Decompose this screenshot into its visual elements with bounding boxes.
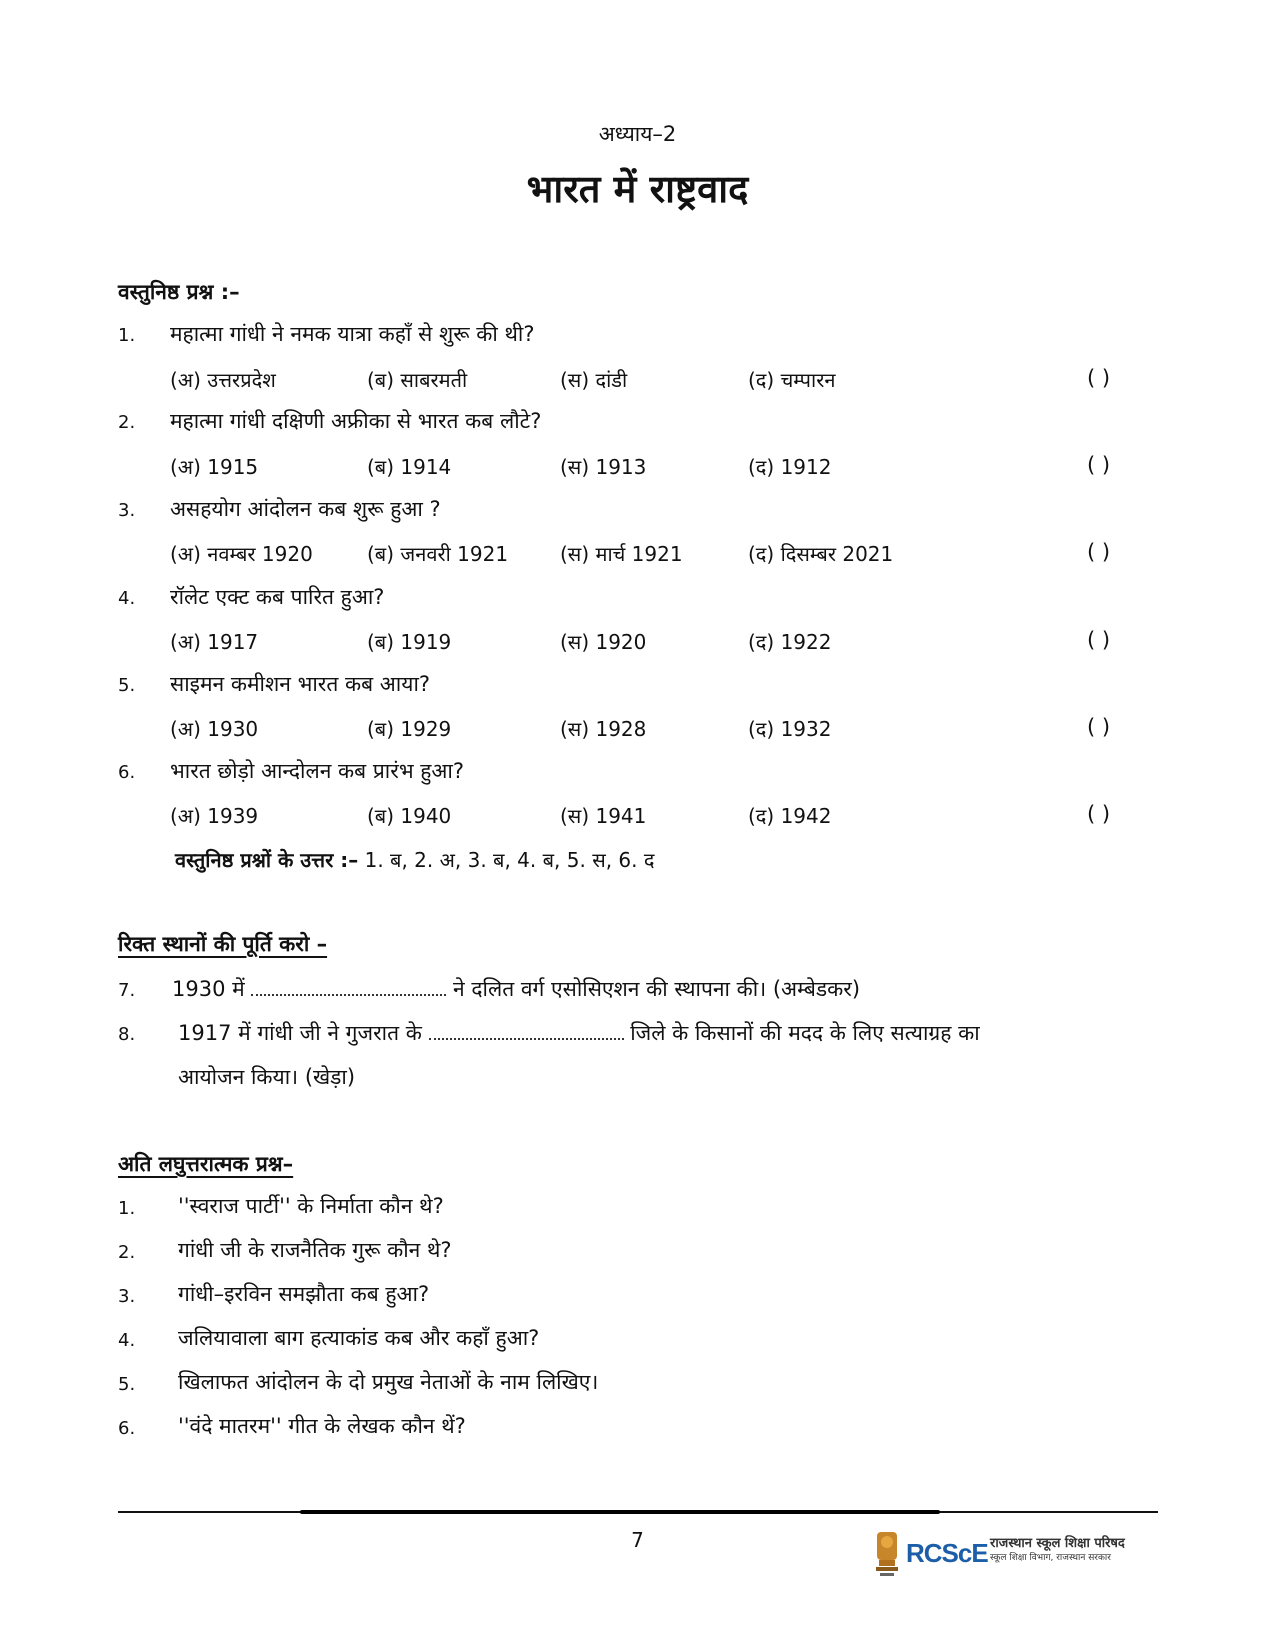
logo-subtitle-line-1: राजस्थान स्कूल शिक्षा परिषद bbox=[990, 1536, 1125, 1551]
question-number: 5. bbox=[118, 1374, 136, 1395]
option-b: (ब) 1929 bbox=[367, 717, 452, 741]
question-number: 4. bbox=[118, 1330, 136, 1351]
fill-blank-text-after: ने दलित वर्ग एसोसिएशन की स्थापना की। (अम्बेडकर) bbox=[446, 977, 861, 1001]
option-c: (स) 1913 bbox=[560, 455, 647, 479]
question-text: गांधी–इरविन समझौता कब हुआ? bbox=[178, 1282, 430, 1306]
answer-key-label: वस्तुनिष्ठ प्रश्नों के उत्तर :– bbox=[175, 848, 359, 872]
option-d: (द) 1912 bbox=[748, 455, 832, 479]
option-b: (ब) साबरमती bbox=[367, 368, 468, 392]
question-number: 2. bbox=[118, 1242, 136, 1263]
fill-blank-text-before: 1930 में bbox=[172, 977, 252, 1001]
question-text: साइमन कमीशन भारत कब आया? bbox=[170, 672, 431, 696]
question-text: ''वंदे मातरम'' गीत के लेखक कौन थें? bbox=[178, 1414, 466, 1438]
answer-bracket: ( ) bbox=[1087, 802, 1111, 826]
fill-blank-item bbox=[172, 975, 860, 1003]
question-text: भारत छोड़ो आन्दोलन कब प्रारंभ हुआ? bbox=[170, 759, 465, 783]
question-number: 1. bbox=[118, 325, 136, 346]
rcsce-logo bbox=[872, 1530, 1154, 1582]
question-text: महात्मा गांधी ने नमक यात्रा कहाँ से शुरू की थी? bbox=[170, 322, 535, 346]
option-d: (द) दिसम्बर 2021 bbox=[748, 542, 894, 566]
question-text: रॉलेट एक्ट कब पारित हुआ? bbox=[170, 585, 385, 609]
blank-line bbox=[429, 1038, 624, 1040]
page-number: 7 bbox=[631, 1528, 644, 1552]
question-text: गांधी जी के राजनैतिक गुरू कौन थे? bbox=[178, 1238, 452, 1262]
answer-key bbox=[175, 846, 654, 873]
logo-wordmark: RCScE bbox=[906, 1538, 988, 1568]
option-a: (अ) 1939 bbox=[170, 804, 259, 828]
option-d: (द) 1932 bbox=[748, 717, 832, 741]
answer-key-values: 1. ब, 2. अ, 3. ब, 4. ब, 5. स, 6. द bbox=[358, 848, 655, 872]
option-c: (स) 1941 bbox=[560, 804, 647, 828]
answer-bracket: ( ) bbox=[1087, 628, 1111, 652]
option-b: (ब) 1940 bbox=[367, 804, 452, 828]
question-number: 2. bbox=[118, 412, 136, 433]
question-number: 1. bbox=[118, 1198, 136, 1219]
question-number: 5. bbox=[118, 675, 136, 696]
option-d: (द) चम्पारन bbox=[748, 368, 836, 392]
answer-bracket: ( ) bbox=[1087, 366, 1111, 390]
option-a: (अ) उत्तरप्रदेश bbox=[170, 368, 276, 392]
question-number: 3. bbox=[118, 500, 136, 521]
footer-divider-accent bbox=[300, 1510, 940, 1514]
option-b: (ब) 1919 bbox=[367, 630, 452, 654]
question-number: 8. bbox=[118, 1024, 136, 1045]
question-number: 7. bbox=[118, 980, 136, 1001]
state-emblem-icon bbox=[872, 1530, 902, 1580]
objective-heading: वस्तुनिष्ठ प्रश्न :– bbox=[118, 280, 240, 304]
question-text: असहयोग आंदोलन कब शुरू हुआ ? bbox=[170, 497, 441, 521]
question-text: ''स्वराज पार्टी'' के निर्माता कौन थे? bbox=[178, 1194, 444, 1218]
fill-blank-text-before: 1917 में गांधी जी ने गुजरात के bbox=[178, 1021, 429, 1045]
option-d: (द) 1942 bbox=[748, 804, 832, 828]
question-number: 4. bbox=[118, 588, 136, 609]
question-number: 6. bbox=[118, 762, 136, 783]
blank-line bbox=[251, 994, 446, 996]
option-b: (ब) 1914 bbox=[367, 455, 452, 479]
option-a: (अ) नवम्बर 1920 bbox=[170, 542, 313, 566]
logo-subtitle-line-2: स्कूल शिक्षा विभाग, राजस्थान सरकार bbox=[990, 1553, 1111, 1563]
chapter-label: अध्याय–2 bbox=[598, 122, 677, 146]
option-b: (ब) जनवरी 1921 bbox=[367, 542, 509, 566]
question-number: 3. bbox=[118, 1286, 136, 1307]
option-c: (स) 1928 bbox=[560, 717, 647, 741]
fill-blank-text-after: जिले के किसानों की मदद के लिए सत्याग्रह का bbox=[623, 1021, 980, 1045]
fill-blanks-heading: रिक्त स्थानों की पूर्ति करो – bbox=[118, 932, 328, 956]
page-title: भारत में राष्ट्रवाद bbox=[526, 167, 749, 211]
option-c: (स) 1920 bbox=[560, 630, 647, 654]
short-answer-heading: अति लघुत्तरात्मक प्रश्न– bbox=[118, 1152, 294, 1176]
option-d: (द) 1922 bbox=[748, 630, 832, 654]
logo-subtitle bbox=[990, 1536, 1125, 1566]
fill-blank-continuation: आयोजन किया। (खेड़ा) bbox=[178, 1065, 356, 1089]
question-number: 6. bbox=[118, 1418, 136, 1439]
question-text: खिलाफत आंदोलन के दो प्रमुख नेताओं के नाम लिखिए। bbox=[178, 1370, 599, 1394]
answer-bracket: ( ) bbox=[1087, 540, 1111, 564]
fill-blank-item bbox=[178, 1019, 980, 1047]
answer-bracket: ( ) bbox=[1087, 453, 1111, 477]
option-c: (स) दांडी bbox=[560, 368, 628, 392]
question-text: जलियावाला बाग हत्याकांड कब और कहाँ हुआ? bbox=[178, 1326, 540, 1350]
option-a: (अ) 1930 bbox=[170, 717, 259, 741]
question-text: महात्मा गांधी दक्षिणी अफ्रीका से भारत कब लौटे? bbox=[170, 409, 542, 433]
option-c: (स) मार्च 1921 bbox=[560, 542, 683, 566]
option-a: (अ) 1915 bbox=[170, 455, 259, 479]
answer-bracket: ( ) bbox=[1087, 715, 1111, 739]
option-a: (अ) 1917 bbox=[170, 630, 259, 654]
